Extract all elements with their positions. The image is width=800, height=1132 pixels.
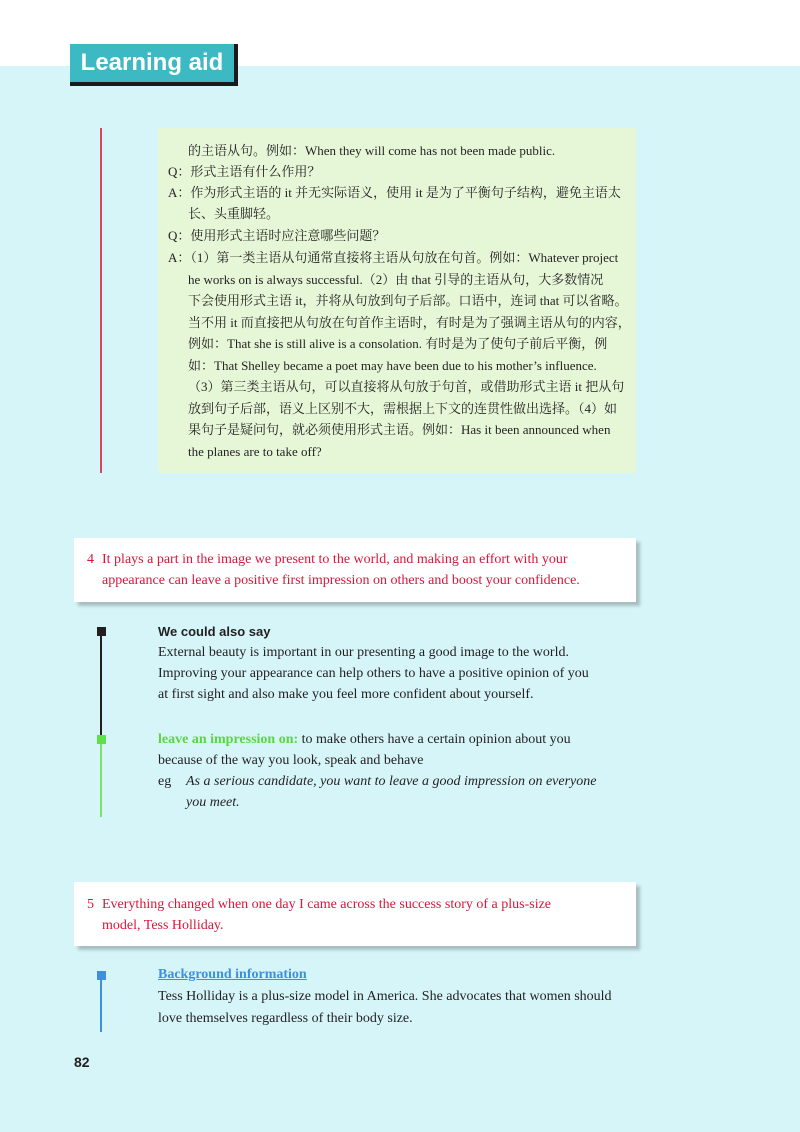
background-line: Tess Holliday is a plus-size model in America. She advocates that women should [158,989,612,1004]
example-line: you meet. [186,795,240,810]
sentence-line: It plays a part in the image we present to the world, and making an effort with your [102,552,568,567]
also-say-line: Improving your appearance can help others to have a positive opinion of you [158,666,589,681]
note-line: Q：使用形式主语时应注意哪些问题？ [168,228,386,243]
blue-square-marker [97,971,106,980]
background-heading: Background information [158,967,307,982]
also-say-line: at first sight and also make you feel more confident about yourself. [158,687,534,702]
note-line: 下会使用形式主语 it，并将从句放到句子后部。口语中，连词 that 可以省略。 [188,293,628,308]
phrase-term: leave an impression on: [158,732,299,747]
sentence-card-4 [74,538,636,602]
green-square-marker [97,735,106,744]
green-margin-rule [100,737,102,817]
dark-square-marker [97,627,106,636]
phrase-def-line: because of the way you look, speak and behave [158,753,424,768]
eg-label: eg [158,774,172,789]
note-line: 果句子是疑问句，就必须使用形式主语。例如：Has it been announced when [188,422,611,437]
sentence-line: appearance can leave a positive first impression on others and boost your confidence. [102,573,580,588]
learning-aid-badge [70,44,238,86]
note-line: 长、头重脚轻。 [188,206,280,221]
sentence-card-5 [74,882,636,946]
note-line: Q：形式主语有什么作用？ [168,164,321,179]
grammar-note-box [158,128,636,473]
page-number: 82 [74,1054,90,1070]
note-line: 如：That Shelley became a poet may have been due to his mother’s influence. [188,358,597,373]
example-line: As a serious candidate, you want to leave a good impression on everyone [186,774,597,789]
note-line: 例如：That she is still alive is a consolation. 有时是为了使句子前后平衡，例 [188,336,608,351]
phrase-definition [158,729,571,750]
blue-margin-rule [100,974,102,1032]
note-line: he works on is always successful.（2）由 that 引导的主语从句，大多数情况 [188,272,604,287]
note-line: 的主语从句。例如：When they will come has not been made public. [188,143,556,158]
note-line: 当不用 it 而直接把从句放在句首作主语时，有时是为了强调主语从句的内容， [188,315,631,330]
sentence-line: Everything changed when one day I came across the success story of a plus-size [102,897,552,912]
note-line: the planes are to take off? [188,444,322,459]
note-line: A：（1）第一类主语从句通常直接将主语从句放在句首。例如：Whatever project [168,250,619,265]
note-line: 放到句子后部，语义上区别不大，需根据上下文的连贯性做出选择。（4）如 [188,401,618,416]
sentence-number: 5 [87,897,94,912]
learning-aid-title: Learning aid [70,44,234,82]
note-line: A：作为形式主语的 it 并无实际语义，使用 it 是为了平衡句子结构，避免主语太 [168,185,621,200]
background-line: love themselves regardless of their body size. [158,1011,413,1026]
also-say-line: External beauty is important in our presenting a good image to the world. [158,645,569,660]
also-say-heading: We could also say [158,624,271,639]
sentence-number: 4 [87,552,94,567]
phrase-def: to make others have a certain opinion about you [298,732,571,747]
note-line: （3）第三类主语从句，可以直接将从句放于句首，或借助形式主语 it 把从句 [188,379,625,394]
red-margin-rule [100,128,102,473]
sentence-line: model, Tess Holliday. [102,918,224,933]
dark-margin-rule [100,632,102,737]
